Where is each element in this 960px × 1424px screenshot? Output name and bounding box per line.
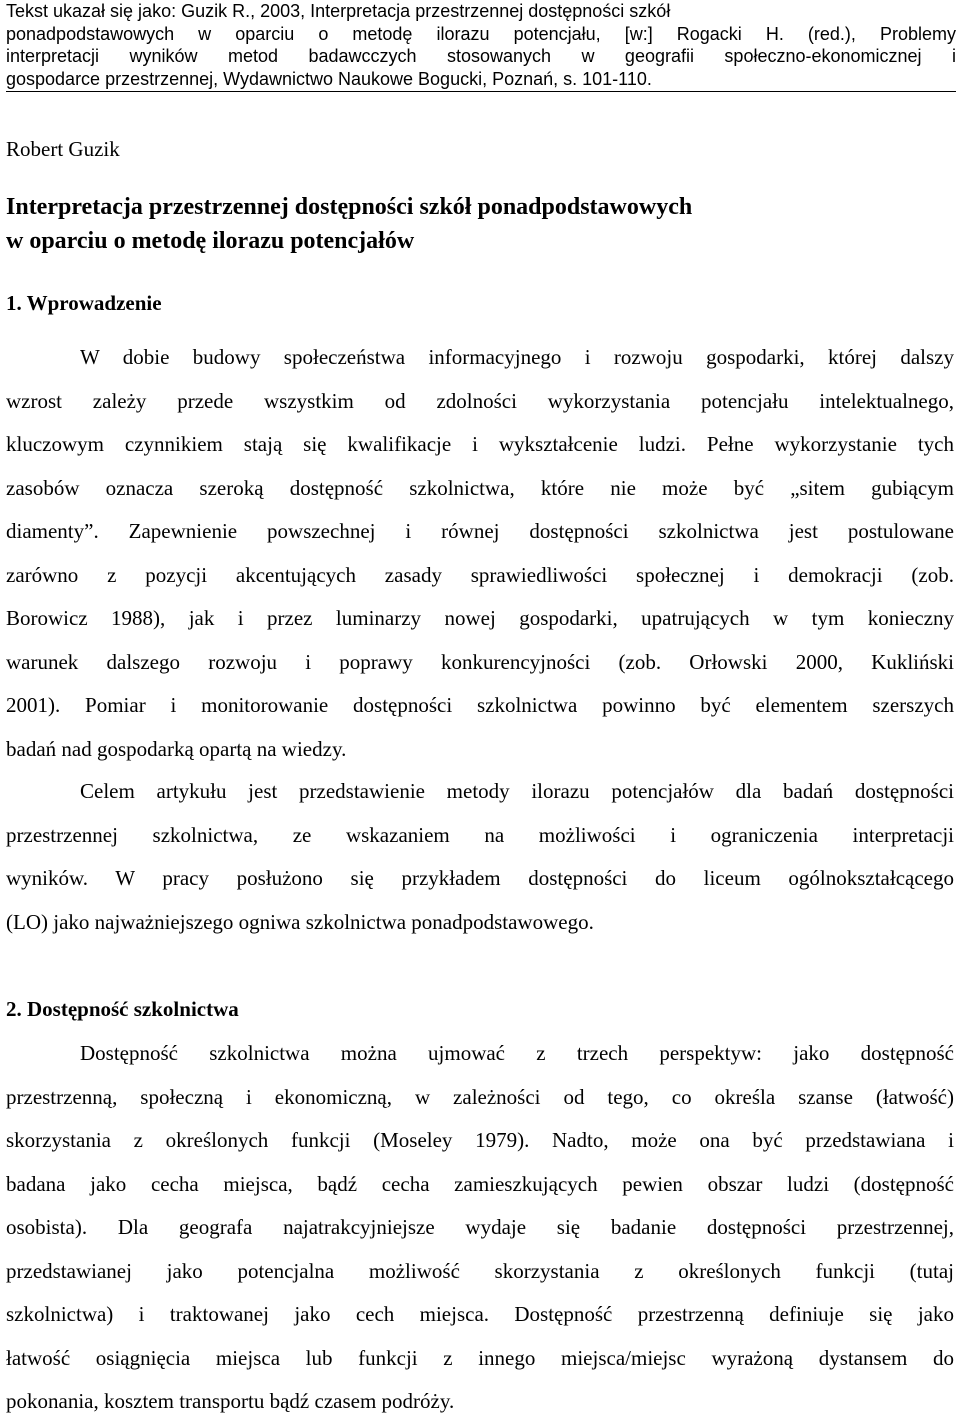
citation-line: gospodarce przestrzennej, Wydawnictwo Naukowe Bogucki, Poznań, s. 101-110. (6, 68, 652, 89)
text-line: wzrost zależy przede wszystkim od zdolności wykorzystania potencjału intelektualnego, (6, 388, 954, 413)
text-line: przedstawianej jako potencjalna możliwość skorzystania z określonych funkcji (tutaj (6, 1258, 954, 1283)
citation-line: interpretacji wyników metod badawcczych stosowanych w geografii społeczno-ekonomicznej i (6, 46, 956, 66)
text-line: przestrzennej szkolnictwa, ze wskazaniem na możliwości i ograniczenia interpretacji (6, 822, 954, 847)
text-line: badana jako cecha miejsca, bądź cecha zamieszkujących pewien obszar ludzi (dostępność (6, 1171, 954, 1196)
section-1-paragraph-1 (6, 336, 954, 771)
text-line: zasobów oznacza szeroką dostępność szkolnictwa, które nie może być „sitem gubiącym (6, 475, 954, 500)
text-line: wyników. W pracy posłużono się przykładem dostępności do liceum ogólnokształcącego (6, 866, 954, 890)
text-line: pokonania, kosztem transportu bądź czasem podróży. (6, 1389, 455, 1413)
text-line: Celem artykułu jest przedstawienie metody ilorazu potencjałów dla badań dostępności (80, 779, 954, 803)
text-line: osobista). Dla geografa najatrakcyjniejsze wydaje się badanie dostępności przestrzennej, (6, 1215, 954, 1239)
title-line-1: Interpretacja przestrzennej dostępności szkół ponadpodstawowych (6, 194, 693, 220)
citation-line: ponadpodstawowych w oparciu o metodę ilorazu potencjału, [w:] Rogacki H. (red.), Problemy (6, 23, 956, 44)
text-line: szkolnictwa) i traktowanej jako cech miejsca. Dostępność przestrzenną definiuje się jako (6, 1302, 954, 1326)
citation-line: Tekst ukazał się jako: Guzik R., 2003, Interpretacja przestrzennej dostępności szkół (6, 1, 671, 21)
author-name: Robert Guzik (6, 137, 120, 161)
text-line: zarówno z pozycji akcentujących zasady sprawiedliwości społecznej i demokracji (zob. (6, 562, 954, 587)
text-line: Borowicz 1988), jak i przez luminarzy nowej gospodarki, upatrujących w tym konieczny (6, 606, 954, 630)
text-line: (LO) jako najważniejszego ogniwa szkolnictwa ponadpodstawowego. (6, 909, 594, 934)
text-line: kluczowym czynnikiem stają się kwalifikacje i wykształcenie ludzi. Pełne wykorzystanie tych (6, 432, 954, 456)
text-line: badań nad gospodarką opartą na wiedzy. (6, 736, 347, 761)
text-line: W dobie budowy społeczeństwa informacyjnego i rozwoju gospodarki, której dalszy (80, 345, 954, 369)
title-line-2: w oparciu o metodę ilorazu potencjałów (6, 228, 415, 254)
article-title (6, 190, 956, 258)
citation-header (6, 0, 956, 92)
text-line: warunek dalszego rozwoju i poprawy konkurencyjności (zob. Orłowski 2000, Kukliński (6, 649, 954, 674)
section-2-heading: 2. Dostępność szkolnictwa (6, 997, 239, 1021)
text-line: 2001). Pomiar i monitorowanie dostępności szkolnictwa powinno być elementem szerszych (6, 693, 954, 717)
section-1-paragraph-2 (6, 770, 954, 944)
text-line: Dostępność szkolnictwa można ujmować z trzech perspektyw: jako dostępność (80, 1041, 954, 1065)
text-line: łatwość osiągnięcia miejsca lub funkcji z innego miejsca/miejsc wyrażoną dystansem do (6, 1345, 954, 1370)
text-line: przestrzenną, społeczną i ekonomiczną, w zależności od tego, co określa szanse (łatwość) (6, 1084, 954, 1109)
section-2-paragraph-1 (6, 1032, 954, 1424)
text-line: skorzystania z określonych funkcji (Moseley 1979). Nadto, może ona być przedstawiana i (6, 1128, 954, 1152)
section-1-heading: 1. Wprowadzenie (6, 291, 162, 315)
text-line: diamenty”. Zapewnienie powszechnej i równej dostępności szkolnictwa jest postulowane (6, 519, 954, 543)
